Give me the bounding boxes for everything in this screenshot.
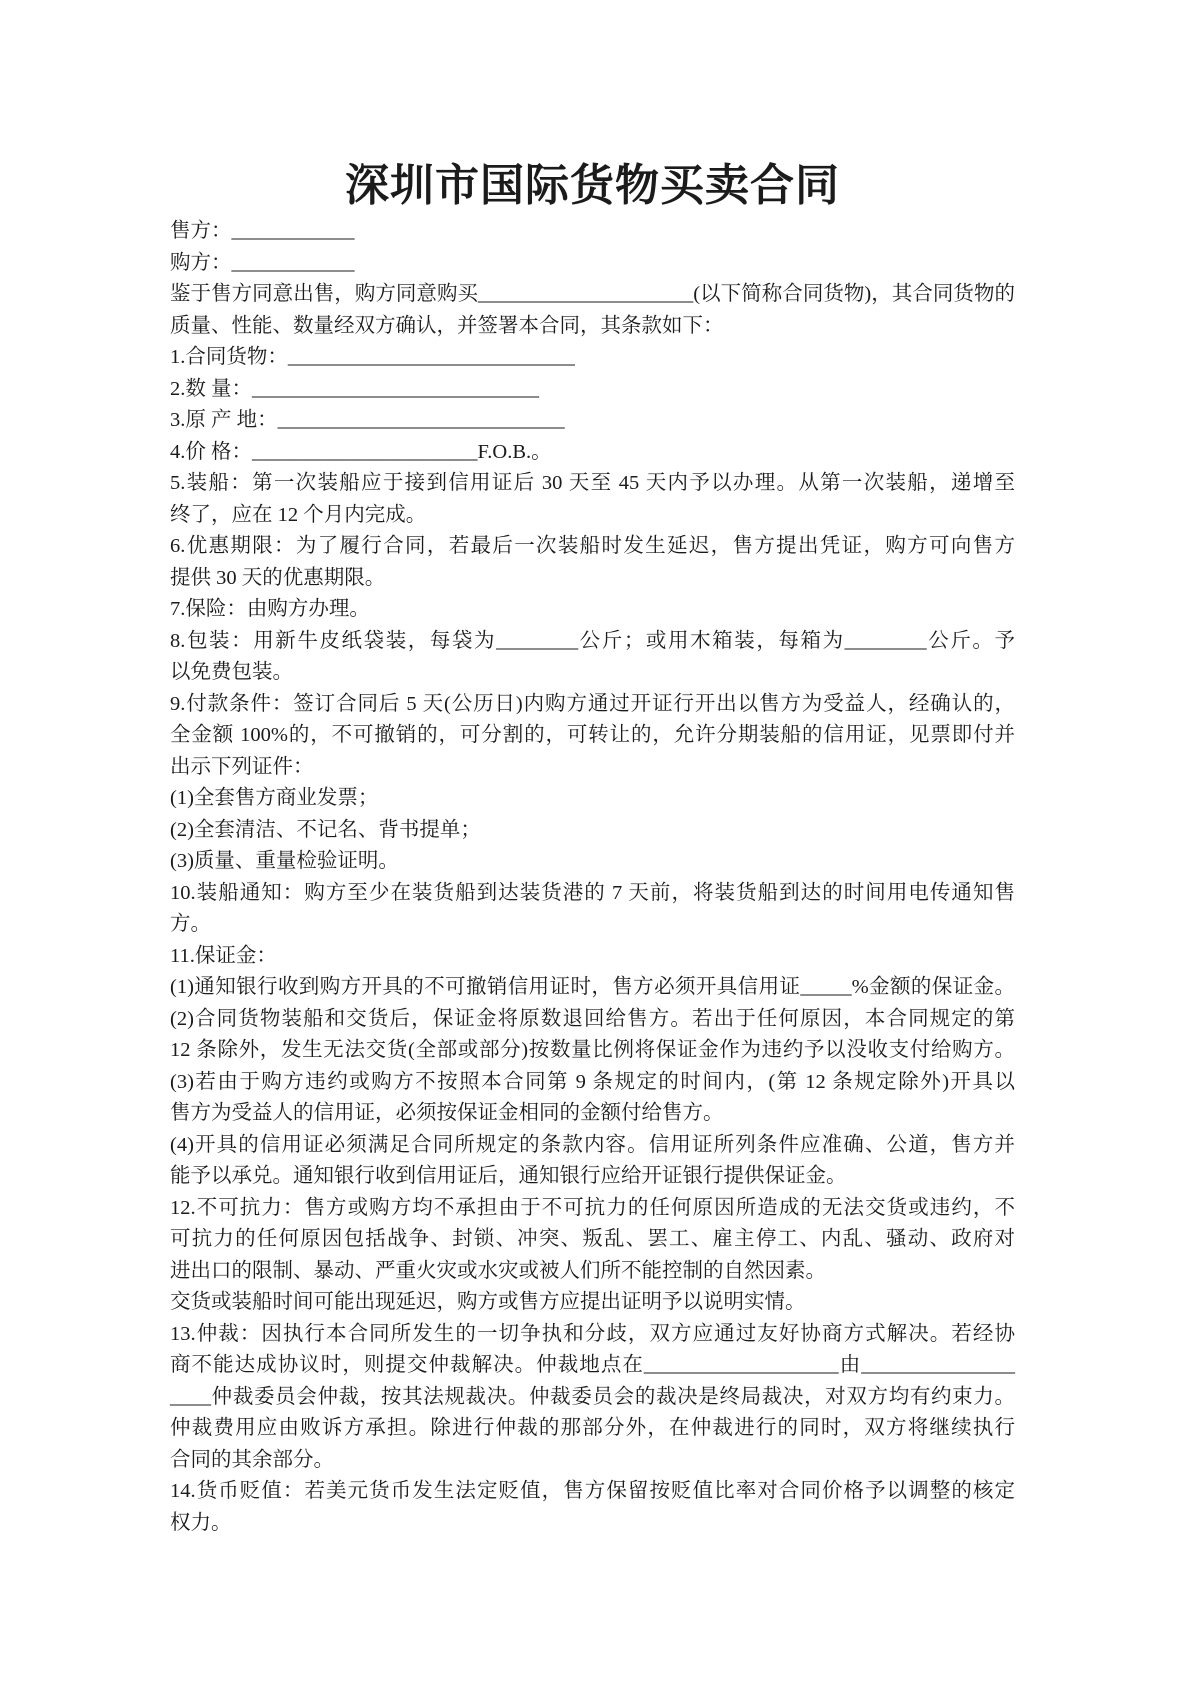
contract-line: 售方：____________ (170, 220, 355, 242)
contract-line: 出示下列证件： (170, 755, 314, 778)
contract-line: 8.包装：用新牛皮纸袋装，每袋为________公斤；或用木箱装，每箱为________公斤。予 (170, 629, 1015, 652)
contract-line: 鉴于售方同意出售，购方同意购买_____________________(以下简称合同货物)，其合同货物的 (170, 283, 1015, 305)
contract-line: (4)开具的信用证必须满足合同所规定的条款内容。信用证所列条件应准确、公道，售方并 (170, 1133, 1015, 1156)
contract-line: 终了，应在 12 个月内完成。 (170, 503, 427, 526)
contract-line: 购方：____________ (170, 251, 355, 274)
contract-line: 仲裁费用应由败诉方承担。除进行仲裁的那部分外，在仲裁进行的同时，双方将继续执行 (170, 1417, 1015, 1439)
contract-line: ____仲裁委员会仲裁，按其法规裁决。仲裁委员会的裁决是终局裁决，对双方均有约束力。 (170, 1385, 1015, 1408)
contract-line: 权力。 (170, 1511, 232, 1534)
contract-line: 合同的其余部分。 (170, 1448, 334, 1471)
contract-line: 4.价 格：______________________F.O.B.。 (170, 440, 552, 463)
contract-line: 以免费包装。 (170, 661, 293, 683)
contract-line: 进出口的限制、暴动、严重火灾或水灾或被人们所不能控制的自然因素。 (170, 1259, 826, 1282)
contract-line: 1.合同货物：____________________________ (170, 346, 575, 368)
contract-line: 交货或装船时间可能出现延迟，购方或售方应提出证明予以说明实情。 (170, 1291, 806, 1313)
contract-line: 12 条除外，发生无法交货(全部或部分)按数量比例将保证金作为违约予以没收支付给购方。 (170, 1039, 1015, 1061)
document-body (170, 216, 1015, 1539)
contract-line: 全金额 100%的，不可撤销的，可分割的，可转让的，允许分期装船的信用证，见票即付并 (170, 724, 1015, 746)
contract-line: 9.付款条件：签订合同后 5 天(公历日)内购方通过开证行开出以售方为受益人，经确认的， (170, 692, 1015, 715)
contract-line: 7.保险：由购方办理。 (170, 598, 370, 620)
contract-line: 售方为受益人的信用证，必须按保证金相同的金额付给售方。 (170, 1102, 724, 1124)
contract-line: (1)通知银行收到购方开具的不可撤销信用证时，售方必须开具信用证_____%金额的保证金。 (170, 976, 1015, 998)
contract-line: 5.装船：第一次装船应于接到信用证后 30 天至 45 天内予以办理。从第一次装船，递增至 (170, 472, 1015, 494)
contract-line: 方。 (170, 913, 211, 935)
contract-line: 11.保证金： (170, 944, 277, 967)
contract-line: 12.不可抗力：售方或购方均不承担由于不可抗力的任何原因所造成的无法交货或违约，不 (170, 1196, 1015, 1219)
contract-line: (2)全套清洁、不记名、背书提单； (170, 818, 481, 841)
contract-line: 6.优惠期限：为了履行合同，若最后一次装船时发生延迟，售方提出凭证，购方可向售方 (170, 535, 1015, 557)
contract-line: 10.装船通知：购方至少在装货船到达装货港的 7 天前，将装货船到达的时间用电传通知售 (170, 881, 1015, 904)
contract-line: (3)若由于购方违约或购方不按照本合同第 9 条规定的时间内，(第 12 条规定除外)开具以 (170, 1070, 1015, 1093)
contract-line: 提供 30 天的优惠期限。 (170, 566, 386, 589)
contract-line: 可抗力的任何原因包括战争、封锁、冲突、叛乱、罢工、雇主停工、内乱、骚动、政府对 (170, 1228, 1015, 1250)
document-title: 深圳市国际货物买卖合同 (345, 161, 840, 210)
contract-line: 商不能达成协议时，则提交仲裁解决。仲裁地点在___________________由_______________ (170, 1354, 1015, 1376)
contract-line: 3.原 产 地：____________________________ (170, 409, 565, 431)
contract-line: 14.货币贬值：若美元货币发生法定贬值，售方保留按贬值比率对合同价格予以调整的核定 (170, 1480, 1015, 1502)
contract-line: (2)合同货物装船和交货后，保证金将原数退回给售方。若出于任何原因，本合同规定的第 (170, 1007, 1015, 1030)
contract-line: (1)全套售方商业发票； (170, 787, 379, 809)
contract-line: 质量、性能、数量经双方确认，并签署本合同，其条款如下： (170, 314, 724, 337)
contract-line: 13.仲裁：因执行本合同所发生的一切争执和分歧，双方应通过友好协商方式解决。若经协 (170, 1322, 1015, 1345)
contract-line: 能予以承兑。通知银行收到信用证后，通知银行应给开证银行提供保证金。 (170, 1165, 847, 1187)
contract-line: (3)质量、重量检验证明。 (170, 850, 399, 872)
contract-line: 2.数 量：____________________________ (170, 377, 539, 400)
